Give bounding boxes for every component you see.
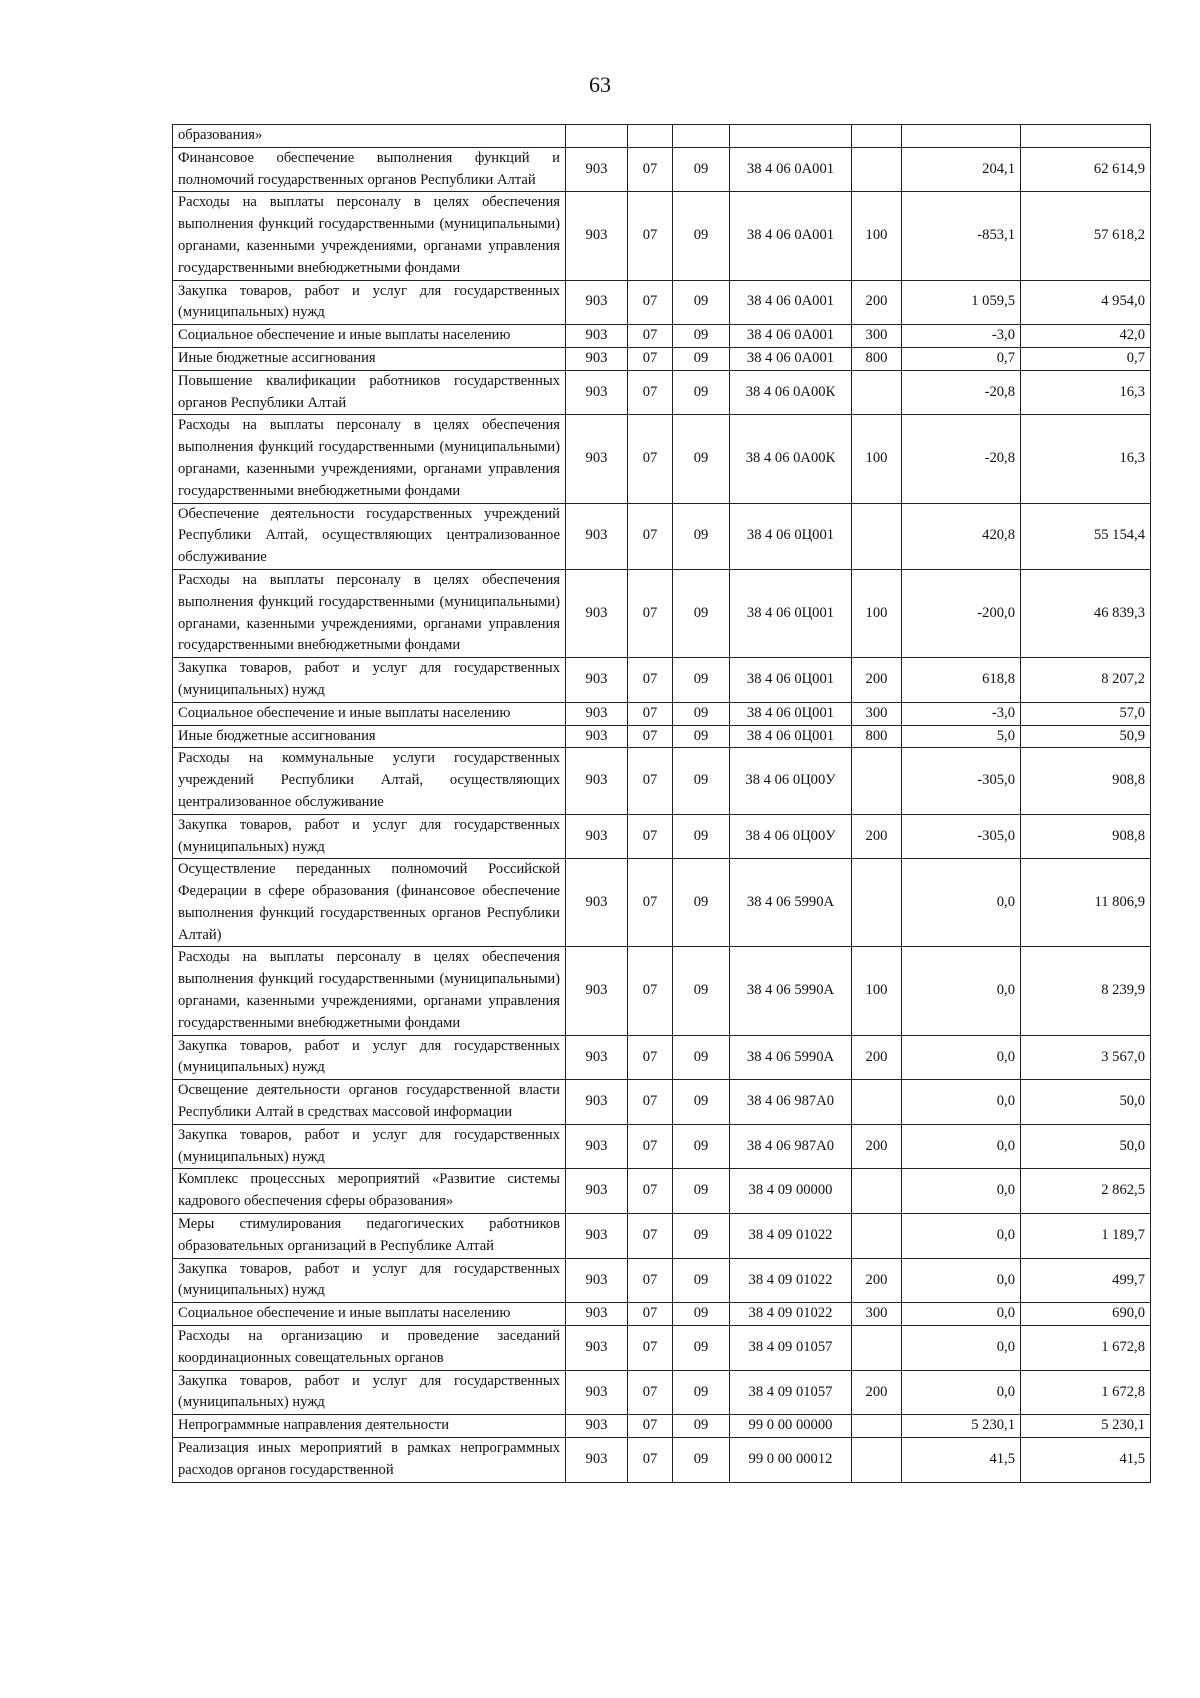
table-row	[173, 415, 1151, 503]
cell-total-amount: 3 567,0	[1021, 1035, 1151, 1080]
cell-admin-code: 903	[566, 1326, 628, 1371]
cell-subsection: 09	[673, 748, 730, 814]
cell-change-amount: 5,0	[902, 725, 1021, 748]
cell-total-amount: 8 239,9	[1021, 947, 1151, 1035]
cell-subsection: 09	[673, 569, 730, 657]
cell-target-article: 99 0 00 00000	[730, 1415, 852, 1438]
cell-total-amount: 908,8	[1021, 814, 1151, 859]
cell-target-article: 38 4 06 0А00К	[730, 415, 852, 503]
cell-admin-code: 903	[566, 280, 628, 325]
cell-name: Реализация иных мероприятий в рамках непрограммных расходов органов государственной	[173, 1438, 566, 1483]
cell-section: 07	[628, 192, 673, 280]
cell-target-article: 38 4 06 0Ц001	[730, 725, 852, 748]
table-row	[173, 1080, 1151, 1125]
cell-name: Закупка товаров, работ и услуг для государственных (муниципальных) нужд	[173, 658, 566, 703]
cell-name: Закупка товаров, работ и услуг для государственных (муниципальных) нужд	[173, 1124, 566, 1169]
cell-name: Расходы на организацию и проведение заседаний координационных совещательных органов	[173, 1326, 566, 1371]
cell-section: 07	[628, 1035, 673, 1080]
cell-total-amount: 0,7	[1021, 347, 1151, 370]
cell-name: Закупка товаров, работ и услуг для государственных (муниципальных) нужд	[173, 280, 566, 325]
cell-target-article: 38 4 09 01022	[730, 1303, 852, 1326]
cell-subsection: 09	[673, 1124, 730, 1169]
cell-section: 07	[628, 748, 673, 814]
cell-change-amount: 0,0	[902, 1169, 1021, 1214]
table-row	[173, 1035, 1151, 1080]
cell-section: 07	[628, 702, 673, 725]
cell-name: Расходы на коммунальные услуги государственных учреждений Республики Алтай, осуществляющих централизованное обслуживание	[173, 748, 566, 814]
cell-expense-type: 200	[852, 658, 902, 703]
cell-admin-code: 903	[566, 1303, 628, 1326]
cell-expense-type	[852, 370, 902, 415]
cell-section: 07	[628, 1326, 673, 1371]
cell-name: Осуществление переданных полномочий Российской Федерации в сфере образования (финансовое обеспечение выполнения функций государственных органов Республики Алтай)	[173, 859, 566, 947]
cell-expense-type	[852, 1438, 902, 1483]
table-row	[173, 347, 1151, 370]
cell-expense-type: 800	[852, 347, 902, 370]
cell-change-amount: 1 059,5	[902, 280, 1021, 325]
cell-subsection: 09	[673, 702, 730, 725]
cell-change-amount: 0,0	[902, 1258, 1021, 1303]
cell-total-amount: 57 618,2	[1021, 192, 1151, 280]
cell-admin-code: 903	[566, 1169, 628, 1214]
cell-change-amount: -305,0	[902, 814, 1021, 859]
cell-change-amount: -305,0	[902, 748, 1021, 814]
cell-name: Закупка товаров, работ и услуг для государственных (муниципальных) нужд	[173, 1035, 566, 1080]
cell-subsection: 09	[673, 1214, 730, 1259]
cell-expense-type: 100	[852, 192, 902, 280]
cell-name: Расходы на выплаты персоналу в целях обеспечения выполнения функций государственными (муниципальными) органами, казенными учреждениями, органами управления государственными внебюджетными фондами	[173, 192, 566, 280]
cell-name: Закупка товаров, работ и услуг для государственных (муниципальных) нужд	[173, 1258, 566, 1303]
cell-section: 07	[628, 1438, 673, 1483]
cell-admin-code: 903	[566, 1035, 628, 1080]
cell-expense-type: 100	[852, 569, 902, 657]
cell-target-article: 38 4 09 00000	[730, 1169, 852, 1214]
cell-section: 07	[628, 415, 673, 503]
table-row	[173, 748, 1151, 814]
table-row	[173, 325, 1151, 348]
cell-total-amount: 1 672,8	[1021, 1326, 1151, 1371]
cell-change-amount: 5 230,1	[902, 1415, 1021, 1438]
cell-target-article	[730, 125, 852, 148]
cell-admin-code: 903	[566, 147, 628, 192]
cell-target-article: 38 4 06 0Ц001	[730, 569, 852, 657]
cell-expense-type	[852, 125, 902, 148]
cell-section: 07	[628, 1169, 673, 1214]
table-row	[173, 1438, 1151, 1483]
cell-subsection: 09	[673, 1258, 730, 1303]
cell-expense-type: 200	[852, 280, 902, 325]
cell-name: Социальное обеспечение и иные выплаты населению	[173, 325, 566, 348]
cell-target-article: 38 4 06 0А001	[730, 147, 852, 192]
cell-admin-code: 903	[566, 947, 628, 1035]
cell-section	[628, 125, 673, 148]
cell-subsection: 09	[673, 1438, 730, 1483]
cell-target-article: 38 4 06 0А00К	[730, 370, 852, 415]
table-row	[173, 658, 1151, 703]
cell-total-amount: 16,3	[1021, 415, 1151, 503]
cell-admin-code: 903	[566, 1370, 628, 1415]
table-row	[173, 947, 1151, 1035]
cell-change-amount: 0,0	[902, 1303, 1021, 1326]
table-row	[173, 1370, 1151, 1415]
cell-target-article: 38 4 06 0Ц001	[730, 503, 852, 569]
cell-subsection: 09	[673, 1415, 730, 1438]
cell-total-amount: 55 154,4	[1021, 503, 1151, 569]
table-row	[173, 125, 1151, 148]
cell-expense-type	[852, 1415, 902, 1438]
cell-target-article: 38 4 06 5990А	[730, 859, 852, 947]
cell-subsection: 09	[673, 1080, 730, 1125]
cell-target-article: 38 4 06 5990А	[730, 1035, 852, 1080]
cell-expense-type	[852, 1169, 902, 1214]
cell-total-amount: 50,0	[1021, 1124, 1151, 1169]
table-row	[173, 859, 1151, 947]
cell-change-amount: 41,5	[902, 1438, 1021, 1483]
cell-target-article: 38 4 06 0Ц001	[730, 702, 852, 725]
table-row	[173, 702, 1151, 725]
cell-target-article: 38 4 09 01022	[730, 1214, 852, 1259]
cell-subsection: 09	[673, 503, 730, 569]
cell-change-amount: 0,7	[902, 347, 1021, 370]
budget-table	[172, 124, 1151, 1483]
cell-subsection: 09	[673, 947, 730, 1035]
cell-target-article: 38 4 06 0Ц001	[730, 658, 852, 703]
cell-section: 07	[628, 658, 673, 703]
cell-target-article: 38 4 06 987А0	[730, 1124, 852, 1169]
cell-name: Иные бюджетные ассигнования	[173, 347, 566, 370]
cell-section: 07	[628, 814, 673, 859]
cell-subsection: 09	[673, 147, 730, 192]
table-row	[173, 1258, 1151, 1303]
cell-total-amount: 57,0	[1021, 702, 1151, 725]
table-row	[173, 280, 1151, 325]
cell-change-amount: -853,1	[902, 192, 1021, 280]
cell-total-amount: 50,0	[1021, 1080, 1151, 1125]
cell-total-amount: 690,0	[1021, 1303, 1151, 1326]
cell-admin-code: 903	[566, 192, 628, 280]
cell-name: Расходы на выплаты персоналу в целях обеспечения выполнения функций государственными (муниципальными) органами, казенными учреждениями, органами управления государственными внебюджетными фондами	[173, 415, 566, 503]
cell-change-amount	[902, 125, 1021, 148]
cell-name: Финансовое обеспечение выполнения функций и полномочий государственных органов Республики Алтай	[173, 147, 566, 192]
cell-total-amount: 41,5	[1021, 1438, 1151, 1483]
cell-name: образования»	[173, 125, 566, 148]
cell-expense-type: 200	[852, 1124, 902, 1169]
cell-total-amount: 11 806,9	[1021, 859, 1151, 947]
cell-target-article: 38 4 06 987А0	[730, 1080, 852, 1125]
table-row	[173, 814, 1151, 859]
table-row	[173, 192, 1151, 280]
cell-section: 07	[628, 1124, 673, 1169]
cell-admin-code: 903	[566, 725, 628, 748]
cell-admin-code: 903	[566, 1415, 628, 1438]
cell-subsection: 09	[673, 859, 730, 947]
cell-admin-code: 903	[566, 569, 628, 657]
cell-change-amount: -200,0	[902, 569, 1021, 657]
cell-total-amount: 46 839,3	[1021, 569, 1151, 657]
cell-change-amount: 618,8	[902, 658, 1021, 703]
cell-admin-code: 903	[566, 1438, 628, 1483]
cell-total-amount: 8 207,2	[1021, 658, 1151, 703]
cell-expense-type: 200	[852, 1370, 902, 1415]
cell-name: Расходы на выплаты персоналу в целях обеспечения выполнения функций государственными (муниципальными) органами, казенными учреждениями, органами управления государственными внебюджетными фондами	[173, 569, 566, 657]
cell-subsection: 09	[673, 325, 730, 348]
cell-section: 07	[628, 280, 673, 325]
table-row	[173, 1169, 1151, 1214]
cell-name: Социальное обеспечение и иные выплаты населению	[173, 1303, 566, 1326]
cell-target-article: 38 4 06 0А001	[730, 325, 852, 348]
cell-total-amount: 62 614,9	[1021, 147, 1151, 192]
cell-name: Закупка товаров, работ и услуг для государственных (муниципальных) нужд	[173, 814, 566, 859]
cell-total-amount	[1021, 125, 1151, 148]
cell-change-amount: 0,0	[902, 1035, 1021, 1080]
cell-section: 07	[628, 725, 673, 748]
cell-section: 07	[628, 859, 673, 947]
cell-subsection: 09	[673, 347, 730, 370]
cell-expense-type: 300	[852, 325, 902, 348]
cell-change-amount: -3,0	[902, 702, 1021, 725]
cell-expense-type	[852, 748, 902, 814]
cell-expense-type: 100	[852, 947, 902, 1035]
cell-section: 07	[628, 1303, 673, 1326]
cell-change-amount: 0,0	[902, 859, 1021, 947]
cell-name: Закупка товаров, работ и услуг для государственных (муниципальных) нужд	[173, 1370, 566, 1415]
cell-target-article: 38 4 06 0Ц00У	[730, 814, 852, 859]
cell-section: 07	[628, 1080, 673, 1125]
cell-change-amount: -3,0	[902, 325, 1021, 348]
cell-target-article: 38 4 06 0А001	[730, 192, 852, 280]
table-row	[173, 1214, 1151, 1259]
cell-expense-type	[852, 1214, 902, 1259]
cell-change-amount: 0,0	[902, 947, 1021, 1035]
cell-admin-code: 903	[566, 702, 628, 725]
cell-total-amount: 908,8	[1021, 748, 1151, 814]
cell-expense-type	[852, 1080, 902, 1125]
cell-admin-code	[566, 125, 628, 148]
cell-subsection: 09	[673, 415, 730, 503]
cell-admin-code: 903	[566, 658, 628, 703]
cell-name: Расходы на выплаты персоналу в целях обеспечения выполнения функций государственными (муниципальными) органами, казенными учреждениями, органами управления государственными внебюджетными фондами	[173, 947, 566, 1035]
cell-section: 07	[628, 1370, 673, 1415]
cell-admin-code: 903	[566, 347, 628, 370]
cell-section: 07	[628, 1415, 673, 1438]
cell-change-amount: 420,8	[902, 503, 1021, 569]
cell-total-amount: 5 230,1	[1021, 1415, 1151, 1438]
cell-name: Обеспечение деятельности государственных учреждений Республики Алтай, осуществляющих централизованное обслуживание	[173, 503, 566, 569]
cell-admin-code: 903	[566, 325, 628, 348]
cell-total-amount: 499,7	[1021, 1258, 1151, 1303]
cell-section: 07	[628, 947, 673, 1035]
cell-expense-type: 800	[852, 725, 902, 748]
cell-subsection: 09	[673, 658, 730, 703]
cell-subsection: 09	[673, 1370, 730, 1415]
cell-expense-type: 200	[852, 1258, 902, 1303]
cell-name: Меры стимулирования педагогических работников образовательных организаций в Республике Алтай	[173, 1214, 566, 1259]
cell-total-amount: 50,9	[1021, 725, 1151, 748]
table-row	[173, 503, 1151, 569]
page-number: 63	[589, 72, 611, 97]
cell-expense-type: 300	[852, 1303, 902, 1326]
cell-target-article: 38 4 06 5990А	[730, 947, 852, 1035]
cell-change-amount: 0,0	[902, 1080, 1021, 1125]
cell-section: 07	[628, 147, 673, 192]
cell-change-amount: 0,0	[902, 1370, 1021, 1415]
cell-admin-code: 903	[566, 1258, 628, 1303]
cell-expense-type: 200	[852, 814, 902, 859]
cell-admin-code: 903	[566, 814, 628, 859]
cell-admin-code: 903	[566, 503, 628, 569]
cell-expense-type: 100	[852, 415, 902, 503]
cell-admin-code: 903	[566, 370, 628, 415]
cell-admin-code: 903	[566, 859, 628, 947]
cell-target-article: 99 0 00 00012	[730, 1438, 852, 1483]
cell-admin-code: 903	[566, 1214, 628, 1259]
cell-admin-code: 903	[566, 415, 628, 503]
cell-name: Комплекс процессных мероприятий «Развитие системы кадрового обеспечения сферы образования»	[173, 1169, 566, 1214]
cell-total-amount: 4 954,0	[1021, 280, 1151, 325]
cell-name: Повышение квалификации работников государственных органов Республики Алтай	[173, 370, 566, 415]
table-row	[173, 1415, 1151, 1438]
cell-admin-code: 903	[566, 1080, 628, 1125]
cell-subsection: 09	[673, 1035, 730, 1080]
cell-section: 07	[628, 1258, 673, 1303]
cell-section: 07	[628, 503, 673, 569]
cell-target-article: 38 4 06 0А001	[730, 280, 852, 325]
cell-section: 07	[628, 325, 673, 348]
cell-section: 07	[628, 1214, 673, 1259]
cell-subsection: 09	[673, 192, 730, 280]
table-row	[173, 569, 1151, 657]
cell-change-amount: 0,0	[902, 1124, 1021, 1169]
cell-target-article: 38 4 06 0Ц00У	[730, 748, 852, 814]
cell-subsection: 09	[673, 1303, 730, 1326]
cell-subsection: 09	[673, 370, 730, 415]
table-row	[173, 725, 1151, 748]
cell-subsection: 09	[673, 280, 730, 325]
table-row	[173, 1124, 1151, 1169]
cell-admin-code: 903	[566, 1124, 628, 1169]
cell-subsection: 09	[673, 814, 730, 859]
cell-expense-type: 200	[852, 1035, 902, 1080]
cell-admin-code: 903	[566, 748, 628, 814]
cell-total-amount: 2 862,5	[1021, 1169, 1151, 1214]
cell-target-article: 38 4 06 0А001	[730, 347, 852, 370]
cell-name: Освещение деятельности органов государственной власти Республики Алтай в средствах массовой информации	[173, 1080, 566, 1125]
cell-expense-type	[852, 1326, 902, 1371]
cell-subsection: 09	[673, 725, 730, 748]
cell-name: Социальное обеспечение и иные выплаты населению	[173, 702, 566, 725]
cell-expense-type: 300	[852, 702, 902, 725]
cell-target-article: 38 4 09 01057	[730, 1326, 852, 1371]
cell-change-amount: 0,0	[902, 1326, 1021, 1371]
cell-subsection: 09	[673, 1326, 730, 1371]
cell-change-amount: -20,8	[902, 415, 1021, 503]
table-row	[173, 1326, 1151, 1371]
cell-name: Иные бюджетные ассигнования	[173, 725, 566, 748]
cell-section: 07	[628, 347, 673, 370]
table-row	[173, 147, 1151, 192]
cell-change-amount: 0,0	[902, 1214, 1021, 1259]
cell-section: 07	[628, 569, 673, 657]
cell-total-amount: 1 189,7	[1021, 1214, 1151, 1259]
table-row	[173, 1303, 1151, 1326]
cell-change-amount: -20,8	[902, 370, 1021, 415]
cell-name: Непрограммные направления деятельности	[173, 1415, 566, 1438]
cell-target-article: 38 4 09 01057	[730, 1370, 852, 1415]
cell-expense-type	[852, 859, 902, 947]
cell-expense-type	[852, 147, 902, 192]
cell-target-article: 38 4 09 01022	[730, 1258, 852, 1303]
cell-change-amount: 204,1	[902, 147, 1021, 192]
table-row	[173, 370, 1151, 415]
cell-total-amount: 42,0	[1021, 325, 1151, 348]
cell-total-amount: 1 672,8	[1021, 1370, 1151, 1415]
cell-subsection: 09	[673, 1169, 730, 1214]
cell-section: 07	[628, 370, 673, 415]
cell-expense-type	[852, 503, 902, 569]
cell-subsection	[673, 125, 730, 148]
cell-total-amount: 16,3	[1021, 370, 1151, 415]
